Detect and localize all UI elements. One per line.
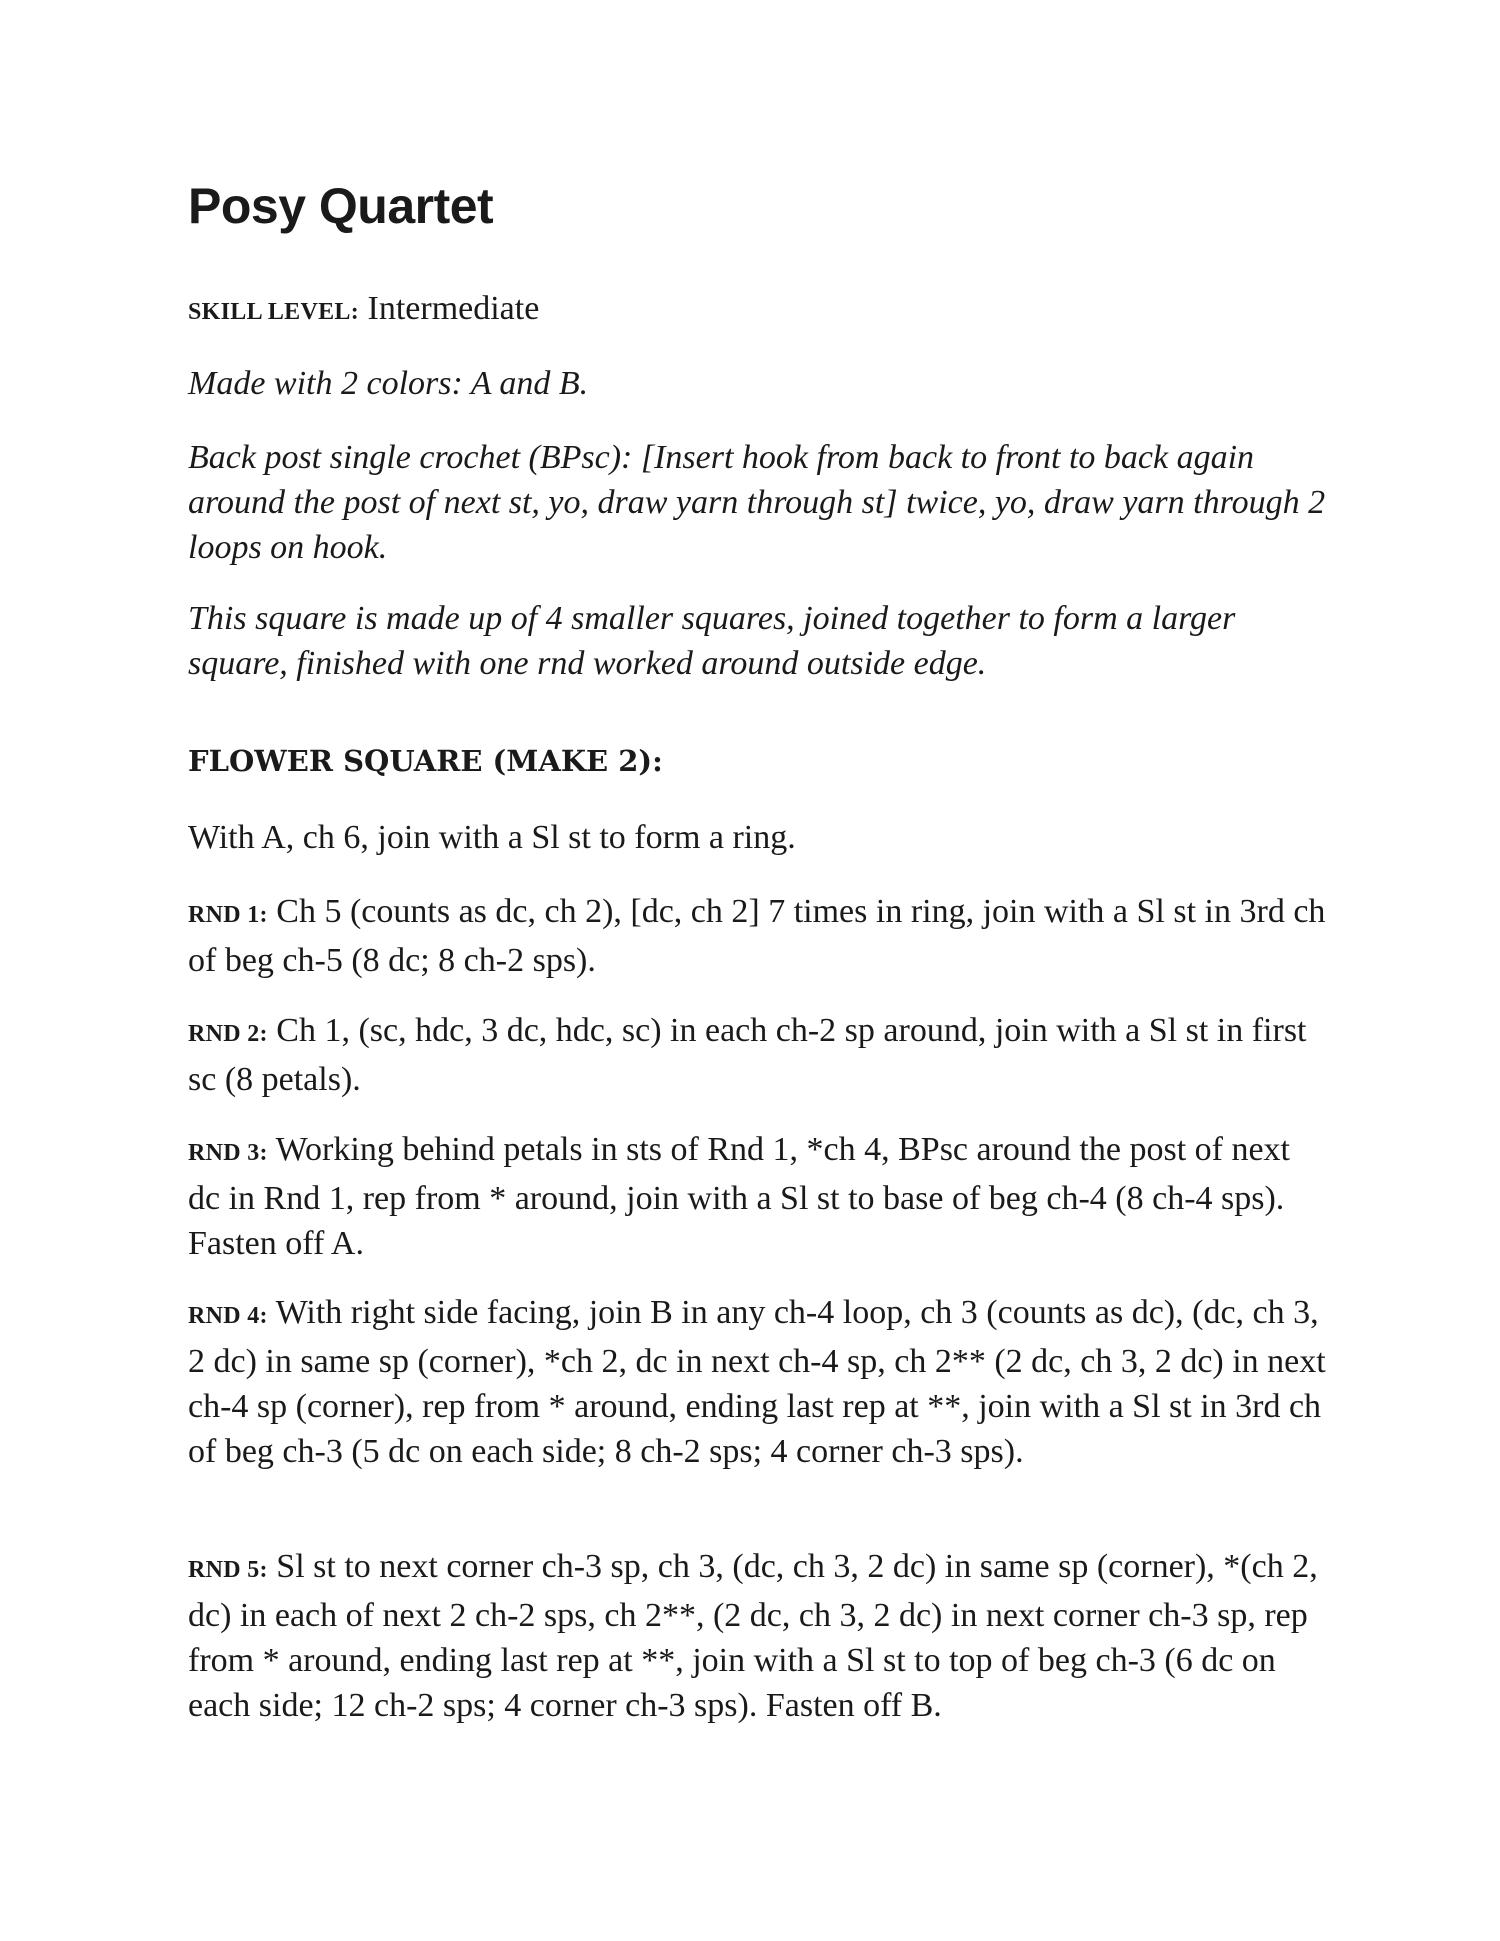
- skill-level-value: Intermediate: [359, 290, 540, 327]
- round-4: [188, 1290, 1328, 1474]
- round-1: [188, 889, 1328, 983]
- construction-note: This square is made up of 4 smaller squares, joined together to form a larger square, finished with one rnd worked around outside edge.: [188, 600, 1236, 682]
- skill-level: [188, 286, 1328, 335]
- round-label: RND 3:: [188, 1140, 268, 1166]
- round-text: Sl st to next corner ch-3 sp, ch 3, (dc, ch 3, 2 dc) in same sp (corner), *(ch 2, dc) in each of next 2 ch-2 sps, ch 2**, (2 dc, ch 3, 2 dc) in next corner ch-3 sp, rep from * around, ending last rep at **, join with a Sl st to top of beg ch-3 (6 dc on each side; 12 ch-2 sps; 4 corner ch-3 sps). Fasten off B.: [188, 1548, 1318, 1724]
- foundation-ring: With A, ch 6, join with a Sl st to form a ring.: [188, 819, 796, 856]
- round-2: [188, 1008, 1328, 1102]
- round-text: Ch 1, (sc, hdc, 3 dc, hdc, sc) in each ch-2 sp around, join with a Sl st in first sc (8 petals).: [188, 1012, 1307, 1098]
- pattern-title: Posy Quartet: [188, 178, 494, 234]
- round-label: RND 5:: [188, 1557, 268, 1583]
- round-3: [188, 1127, 1328, 1266]
- round-text: With right side facing, join B in any ch-4 loop, ch 3 (counts as dc), (dc, ch 3, 2 dc) in same sp (corner), *ch 2, dc in next ch-4 sp, ch 2** (2 dc, ch 3, 2 dc) in next ch-4 sp (corner), rep from * around, ending last rep at **, join with a Sl st in 3rd ch of beg ch-3 (5 dc on each side; 8 ch-2 sps; 4 corner ch-3 sps).: [188, 1294, 1326, 1470]
- round-text: Working behind petals in sts of Rnd 1, *ch 4, BPsc around the post of next dc in Rnd 1, rep from * around, join with a Sl st to base of beg ch-4 (8 ch-4 sps). Fasten off A.: [188, 1131, 1291, 1262]
- round-label: RND 4:: [188, 1303, 268, 1329]
- bpsc-definition: Back post single crochet (BPsc): [Insert hook from back to front to back again around the post of next st, yo, draw yarn through st] twice, yo, draw yarn through 2 loops on hook.: [188, 439, 1326, 566]
- skill-level-label: SKILL LEVEL:: [188, 299, 360, 325]
- round-label: RND 1:: [188, 902, 268, 928]
- flower-square-heading: FLOWER SQUARE (MAKE 2):: [188, 744, 663, 778]
- round-5: [188, 1544, 1328, 1728]
- colors-note: Made with 2 colors: A and B.: [188, 365, 589, 402]
- round-text: Ch 5 (counts as dc, ch 2), [dc, ch 2] 7 times in ring, join with a Sl st in 3rd ch of beg ch-5 (8 dc; 8 ch-2 sps).: [188, 893, 1326, 979]
- round-label: RND 2:: [188, 1021, 268, 1047]
